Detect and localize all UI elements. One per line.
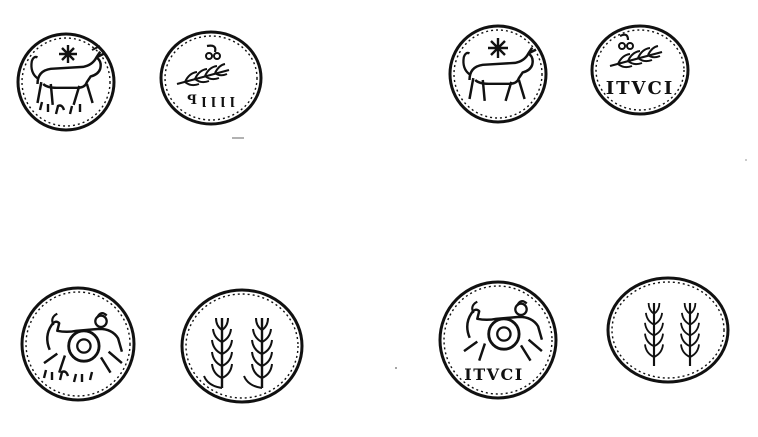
speck bbox=[395, 367, 397, 369]
coin-2-legend: ꟼ ꞁ ꞁ ꞁ ꞁ bbox=[187, 93, 235, 108]
coin-1-bull-star bbox=[18, 34, 114, 130]
coin-6-wheat bbox=[182, 290, 302, 402]
coin-4-branch-itvci bbox=[592, 26, 688, 114]
star-icon bbox=[488, 38, 508, 58]
coin-5-horseman bbox=[22, 288, 134, 400]
speck bbox=[745, 159, 747, 161]
coin-3-bull-star bbox=[450, 26, 546, 122]
coin-7-horseman-itvci bbox=[440, 282, 556, 398]
coin-8-wheat bbox=[608, 278, 728, 382]
coin-2-branch-legend bbox=[161, 32, 261, 124]
coin-4-legend: ITVCI bbox=[605, 78, 675, 99]
coin-7-legend: ITVCI bbox=[464, 365, 524, 384]
